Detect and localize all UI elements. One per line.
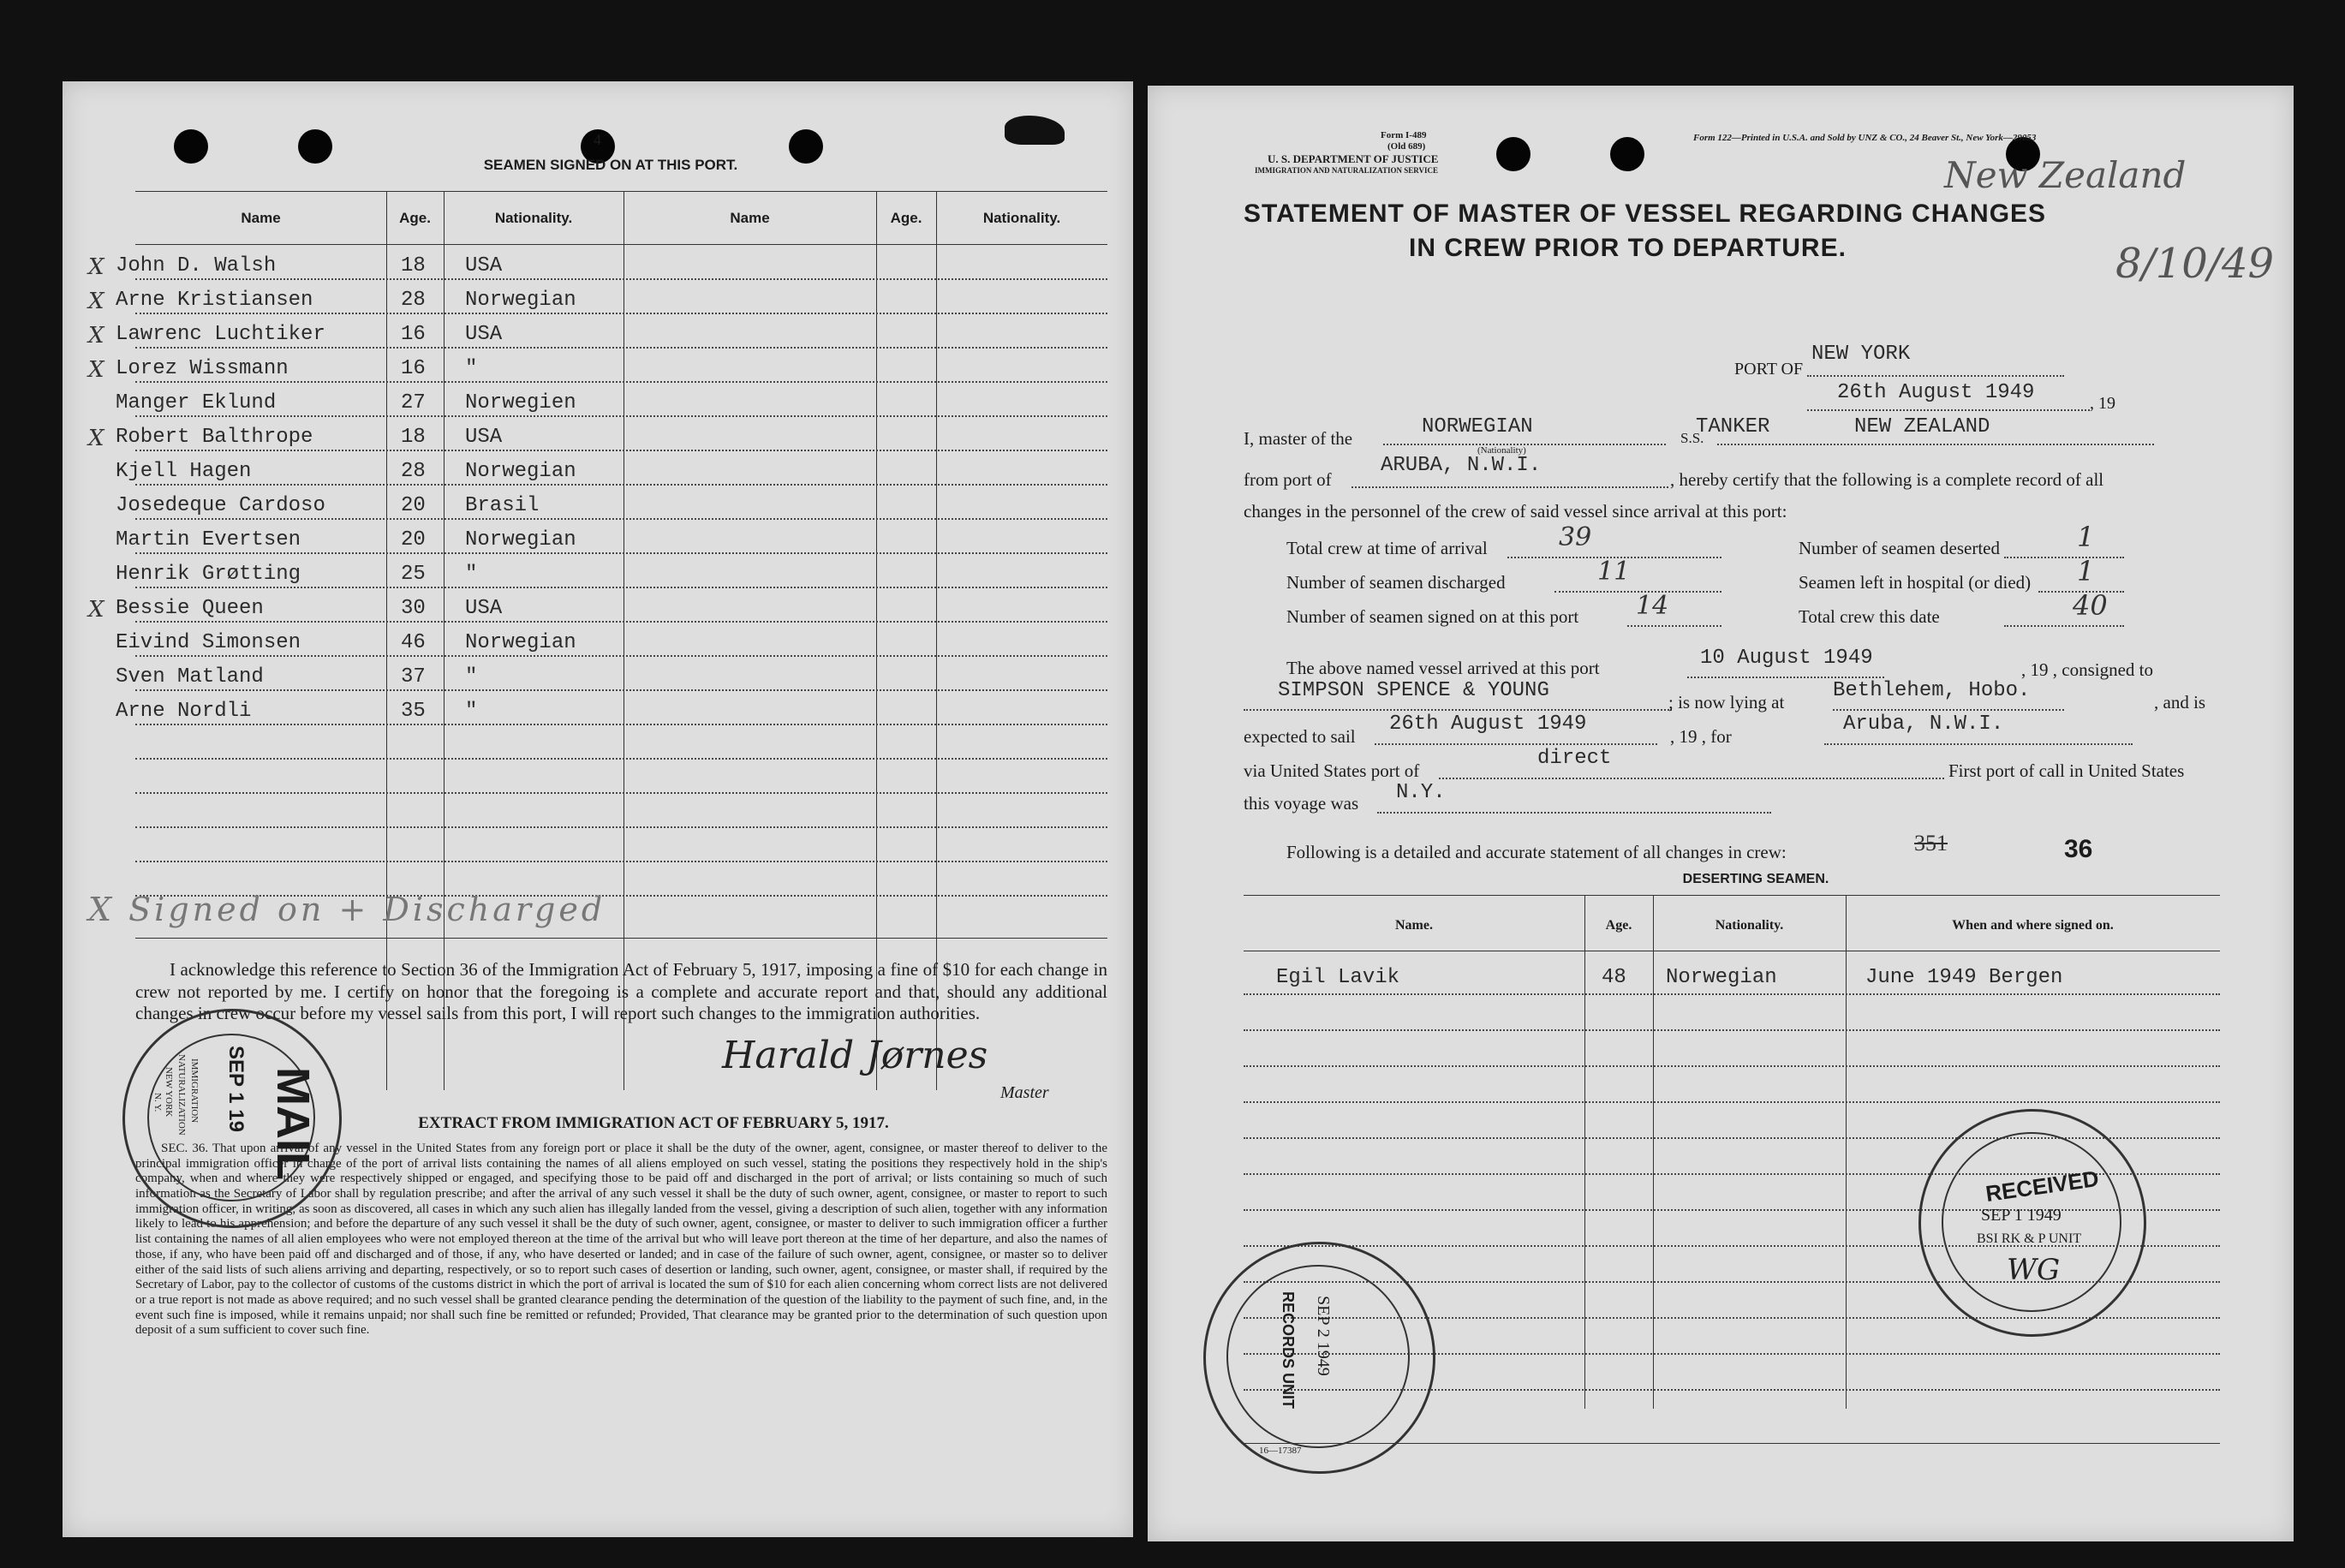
punch-hole bbox=[1610, 137, 1644, 171]
crew-row bbox=[63, 424, 1133, 455]
crew-name: Robert Balthrope bbox=[116, 426, 313, 449]
crew-age: 46 bbox=[401, 631, 426, 654]
crew-name: Arne Kristiansen bbox=[116, 289, 313, 312]
crew-name: Eivind Simonsen bbox=[116, 631, 301, 654]
crew-mark: X bbox=[88, 357, 104, 383]
received-stamp: RECEIVED SEP 1 1949 BSI RK & P UNIT WG bbox=[1918, 1109, 2146, 1337]
ss-label: S.S. bbox=[1680, 430, 1704, 446]
signed-on-label: Number of seamen signed on at this port bbox=[1286, 606, 1579, 627]
crew-row bbox=[63, 664, 1133, 695]
desert-header-age: Age. bbox=[1605, 918, 1632, 933]
crew-nationality: Norwegian bbox=[465, 528, 576, 551]
from-port-value: ARUBA, N.W.I. bbox=[1381, 454, 1542, 477]
total-date-label: Total crew this date bbox=[1799, 606, 1940, 627]
crew-nationality: USA bbox=[465, 426, 503, 449]
voyage-label: this voyage was bbox=[1244, 793, 1359, 814]
header-name-2: Name bbox=[730, 210, 770, 226]
crew-nationality: Norwegian bbox=[465, 289, 576, 312]
crew-row bbox=[63, 390, 1133, 420]
handwritten-date: 8/10/49 bbox=[2115, 240, 2275, 288]
voyage-value: N.Y. bbox=[1396, 781, 1446, 804]
crew-nationality: USA bbox=[465, 254, 503, 277]
crew-name: Arne Nordli bbox=[116, 700, 252, 723]
for-label: , 19 , for bbox=[1670, 726, 1732, 747]
via-label: via United States port of bbox=[1244, 760, 1420, 781]
crew-nationality: " bbox=[465, 357, 478, 380]
nationality-caption: (Nationality) bbox=[1477, 445, 1526, 456]
crew-nationality: " bbox=[465, 563, 478, 586]
crew-name: Kjell Hagen bbox=[116, 460, 252, 483]
desert-name: Egil Lavik bbox=[1276, 966, 1400, 989]
crew-nationality: Norwegian bbox=[465, 460, 576, 483]
department-name: U. S. DEPARTMENT OF JUSTICE bbox=[1268, 152, 1439, 165]
crew-row bbox=[63, 492, 1133, 523]
crew-row bbox=[63, 458, 1133, 489]
crew-name: Josedeque Cardoso bbox=[116, 494, 325, 517]
crew-age: 18 bbox=[401, 254, 426, 277]
deserted-value: 1 bbox=[2077, 521, 2095, 553]
vessel-type: TANKER bbox=[1696, 415, 1770, 438]
header-age: Age. bbox=[399, 210, 431, 226]
crew-mark: X bbox=[88, 323, 104, 349]
punch-hole bbox=[789, 129, 823, 164]
lying-value: Bethlehem, Hobo. bbox=[1833, 679, 2031, 702]
crew-mark: X bbox=[88, 426, 104, 451]
deserting-title: DESERTING SEAMEN. bbox=[1682, 872, 1829, 886]
crew-name: Manger Eklund bbox=[116, 391, 277, 414]
desert-header-nationality: Nationality. bbox=[1715, 918, 1784, 933]
crew-name: Martin Evertsen bbox=[116, 528, 301, 551]
crew-mark: X bbox=[88, 289, 104, 314]
crew-row bbox=[63, 698, 1133, 729]
crew-mark: X bbox=[88, 254, 104, 280]
desert-age: 48 bbox=[1602, 966, 1626, 989]
header-nationality-2: Nationality. bbox=[982, 210, 1061, 226]
header-age-2: Age. bbox=[890, 210, 922, 226]
year-suffix: , 19 bbox=[2090, 394, 2115, 413]
crew-nationality: " bbox=[465, 665, 478, 689]
crew-nationality: USA bbox=[465, 323, 503, 346]
crew-age: 28 bbox=[401, 289, 426, 312]
total-arrival-label: Total crew at time of arrival bbox=[1286, 538, 1488, 558]
form-title-line1: STATEMENT OF MASTER OF VESSEL REGARDING CHANGES bbox=[1244, 200, 2047, 228]
punch-hole bbox=[174, 129, 208, 164]
expected-value: 26th August 1949 bbox=[1389, 712, 1587, 736]
master-of-label: I, master of the bbox=[1244, 428, 1353, 449]
desert-nationality: Norwegian bbox=[1666, 966, 1777, 989]
handwritten-annotation: X Signed on + Discharged bbox=[88, 891, 606, 928]
crew-age: 18 bbox=[401, 426, 426, 449]
crew-age: 25 bbox=[401, 563, 426, 586]
following-label: Following is a detailed and accurate statement of all changes in crew: bbox=[1286, 842, 1787, 862]
crew-age: 20 bbox=[401, 494, 426, 517]
crew-age: 16 bbox=[401, 323, 426, 346]
crew-name: Lawrenc Luchtiker bbox=[116, 323, 325, 346]
crew-nationality: Brasil bbox=[465, 494, 540, 517]
total-date-value: 40 bbox=[2073, 589, 2108, 622]
crew-row bbox=[63, 287, 1133, 318]
following-value: 36 bbox=[2064, 835, 2093, 863]
via-value: direct bbox=[1537, 747, 1612, 770]
crew-age: 16 bbox=[401, 357, 426, 380]
acknowledgement-text: I acknowledge this reference to Section 36 of the Immigration Act of February 5, 1917, imposing a fine of $10 for each change in crew not reported by me. I certify on honor that the foregoing is a complete and accurate report and that, should any additional changes in crew occur before my vessel sails from this port, I will report such changes to the immigration authorities. bbox=[135, 959, 1107, 1024]
crew-age: 30 bbox=[401, 597, 426, 620]
crew-name: Sven Matland bbox=[116, 665, 264, 689]
arrived-value: 10 August 1949 bbox=[1700, 647, 1873, 670]
handwritten-vessel: New Zealand bbox=[1944, 154, 2187, 196]
crew-age: 28 bbox=[401, 460, 426, 483]
crew-row bbox=[63, 321, 1133, 352]
crew-name: Henrik Grøtting bbox=[116, 563, 301, 586]
crew-name: Bessie Queen bbox=[116, 597, 264, 620]
desert-header-name: Name. bbox=[1395, 918, 1433, 933]
left-page bbox=[63, 81, 1133, 1537]
crew-nationality: Norwegien bbox=[465, 391, 576, 414]
left-title: SEAMEN SIGNED ON AT THIS PORT. bbox=[483, 157, 738, 173]
desert-when: June 1949 Bergen bbox=[1865, 966, 2063, 989]
service-name: IMMIGRATION AND NATURALIZATION SERVICE bbox=[1255, 166, 1438, 175]
master-label: Master bbox=[1000, 1083, 1049, 1102]
printer-line: Form 122—Printed in U.S.A. and Sold by UNZ & CO., 24 Beaver St., New York—29053 bbox=[1693, 133, 2037, 143]
date-value: 26th August 1949 bbox=[1837, 381, 2035, 404]
crew-mark: X bbox=[88, 597, 104, 623]
crew-row bbox=[63, 629, 1133, 660]
crew-name: John D. Walsh bbox=[116, 254, 277, 277]
and-is-label: , and is bbox=[2154, 692, 2206, 712]
consignee-value: SIMPSON SPENCE & YOUNG bbox=[1278, 679, 1549, 702]
crew-age: 20 bbox=[401, 528, 426, 551]
punch-hole bbox=[1496, 137, 1531, 171]
discharged-label: Number of seamen discharged bbox=[1286, 572, 1506, 593]
consigned-label: , 19 , consigned to bbox=[2021, 659, 2153, 680]
lying-label: ; is now lying at bbox=[1668, 692, 1785, 712]
signed-on-value: 14 bbox=[1636, 591, 1669, 621]
discharged-value: 11 bbox=[1597, 557, 1631, 587]
master-signature: Harald Jørnes bbox=[722, 1034, 988, 1077]
certify-text: , hereby certify that the following is a complete record of all bbox=[1670, 469, 2104, 490]
crew-nationality: " bbox=[465, 700, 478, 723]
total-arrival-value: 39 bbox=[1559, 522, 1592, 552]
expected-label: expected to sail bbox=[1244, 726, 1356, 747]
crew-name: Lorez Wissmann bbox=[116, 357, 289, 380]
extract-body: SEC. 36. That upon arrival of any vessel in the United States from any foreign port or place it shall be the duty of the owner, agent, consignee, or master thereof to deliver to the principal immigration officer in charge of the port of arrival lists containing the names of all aliens employed on such vessel, stating the positions they respectively hold in the ship's company, when and where they were respectively shipped or engaged, and specifying those to be paid off and discharged in the port of arrival; or lists containing so much of such information as the Secretary of Labor shall by regulation prescribe; and after the arrival of any such vessel it shall be the duty of such owner, agent, consignee, or master to report to such immigration officer, in writing, as soon as discovered, all cases in which any such alien has illegally landed from the vessel, giving a description of such alien, together with any information likely to lead to his apprehension; and before the departure of any such vessel it shall be the duty of such owner, agent, consignee, or master to deliver to such immigration officer a further list containing the names of all alien employees who were not employed thereon at the time of the arrival but who will leave port thereon at the time of her departure, and also the names of those, if any, who have been paid off and discharged and of those, if any, who have deserted or landed; and in case of the failure of such owner, agent, consignee, or master so to deliver either of the said lists of such aliens arriving and departing, respectively, or so to report such cases of desertion or landing, such owner, agent, consignee, or master shall, if required by the Secretary of Labor, pay to the collector of customs of the customs district in which the port of arrival is located the sum of $10 for each alien concerning whom correct lists are not delivered or a true report is not made as above required; and no such vessel shall be granted clearance pending the determination of the question of the liability to the payment of such fine, and, in the event such fine is imposed, while it remains unpaid; nor shall such fine be remitted or refunded; Provided, That clearance may be granted prior to the determination of such question upon deposit of a sum sufficient to cover such fine. bbox=[135, 1142, 1107, 1338]
from-port-label: from port of bbox=[1244, 469, 1332, 490]
crew-age: 37 bbox=[401, 665, 426, 689]
desert-header-when: When and where signed on. bbox=[1952, 918, 2114, 933]
changes-text: changes in the personnel of the crew of said vessel since arrival at this port: bbox=[1244, 501, 1787, 522]
crew-nationality: Norwegian bbox=[465, 631, 576, 654]
crew-row bbox=[63, 595, 1133, 626]
first-port-label: First port of call in United States bbox=[1948, 760, 2185, 781]
arrived-label: The above named vessel arrived at this port bbox=[1286, 658, 1600, 678]
ink-blot bbox=[1005, 116, 1065, 145]
crew-age: 35 bbox=[401, 700, 426, 723]
mail-stamp: MAIL SEP 1 19 IMMIGRATION NATURALIZATION NEW YORK N. Y. bbox=[122, 1009, 342, 1228]
crew-row bbox=[63, 561, 1133, 592]
form-title-line2: IN CREW PRIOR TO DEPARTURE. bbox=[1409, 234, 1847, 262]
crew-row bbox=[63, 355, 1133, 386]
following-struck-value: 351 bbox=[1914, 831, 1948, 856]
records-unit-stamp: RECORDS UNIT SEP 2 1949 bbox=[1203, 1242, 1435, 1474]
nationality-value: NORWEGIAN bbox=[1422, 415, 1533, 438]
form-number: Form I-489 bbox=[1381, 130, 1427, 140]
for-value: Aruba, N.W.I. bbox=[1843, 712, 2004, 736]
punch-hole bbox=[298, 129, 332, 164]
crew-row bbox=[63, 527, 1133, 557]
port-value: NEW YORK bbox=[1811, 343, 1911, 366]
form-footer: 16—17387 bbox=[1259, 1446, 1302, 1456]
right-page bbox=[1148, 86, 2294, 1541]
vessel-name: NEW ZEALAND bbox=[1854, 415, 1990, 438]
port-label: PORT OF bbox=[1734, 360, 1804, 379]
hospital-label: Seamen left in hospital (or died) bbox=[1799, 572, 2032, 593]
header-name: Name bbox=[241, 210, 281, 226]
page-number: 4 bbox=[594, 131, 601, 148]
crew-row bbox=[63, 253, 1133, 283]
crew-age: 27 bbox=[401, 391, 426, 414]
extract-title: EXTRACT FROM IMMIGRATION ACT OF FEBRUARY 5, 1917. bbox=[418, 1114, 889, 1132]
form-old-number: (Old 689) bbox=[1387, 141, 1426, 152]
crew-nationality: USA bbox=[465, 597, 503, 620]
hospital-value: 1 bbox=[2077, 555, 2095, 587]
deserted-label: Number of seamen deserted bbox=[1799, 538, 2000, 558]
header-nationality: Nationality. bbox=[494, 210, 573, 226]
